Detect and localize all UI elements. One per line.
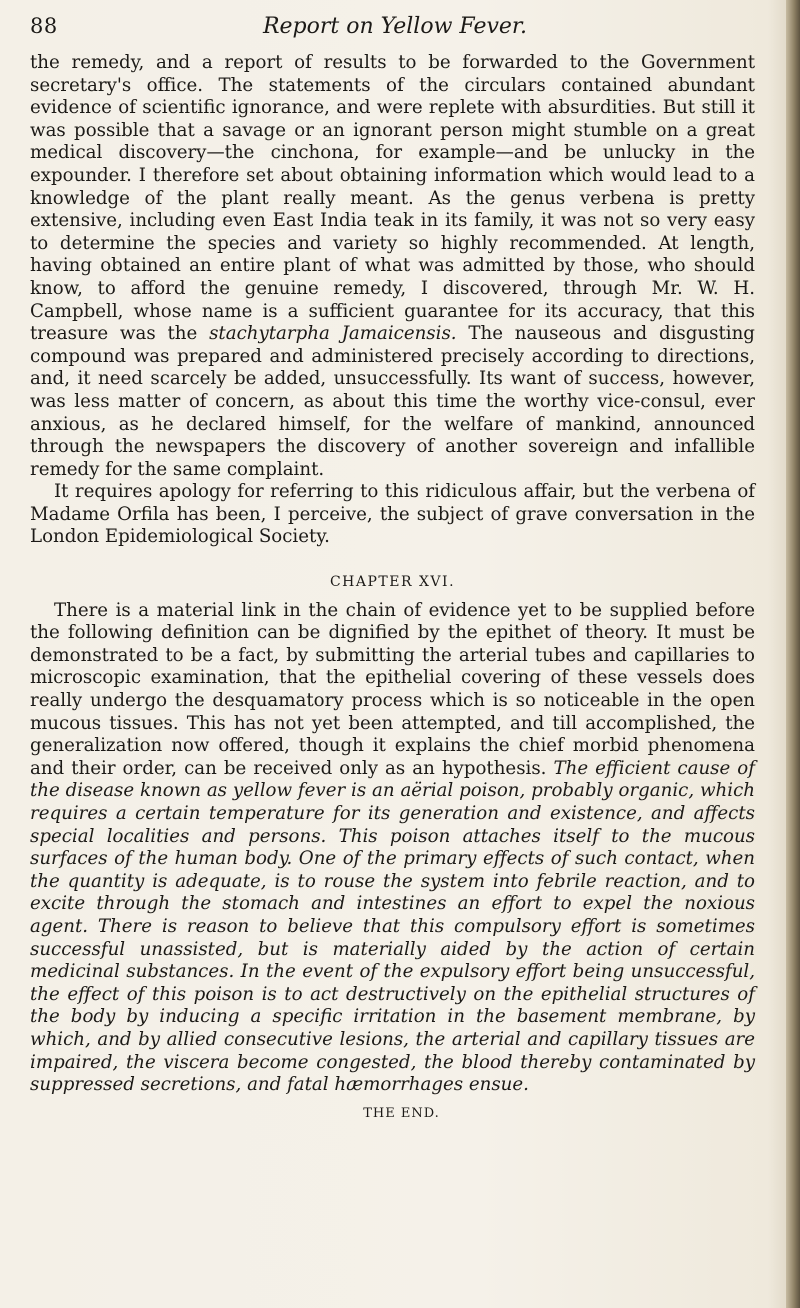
paragraph-text: the remedy, and a report of results to be forwarded to the Government secretary's office. The statements of the circulars contained abundant evidence of scientific ignorance, and were replete with absurdities. But still it was possible that a savage or an ignorant person might stumble on a great medical discovery—the cinchona, for example—and be unlucky in the expounder. I therefore set about obtaining information which would lead to a knowledge of the plant really meant. As the genus verbena is pretty extensive, including even East India teak in its family, it was not so very easy to determine the species and variety so highly recommended. At length, having obtained an entire plant of what was admitted by those, who should know, to afford the genuine remedy, I discovered, through Mr. W. H. Campbell, whose name is a sufficient guarantee for its accuracy, that this treasure was the	[30, 52, 755, 345]
paragraph	[30, 600, 755, 1097]
running-title: Report on Yellow Fever.	[262, 14, 528, 39]
chapter-heading: CHAPTER XVI.	[329, 574, 456, 591]
species-name: stachytarpha Jamaicensis.	[209, 323, 457, 345]
paragraph-text: The nauseous and disgusting compound was prepared and administered precisely according to directions, and, it need scarcely be added, unsuccessfully. Its want of success, however, was less matter of concern, as about this time the worthy vice-consul, ever anxious, as he declared himself, for the welfare of mankind, announced through the newspapers the discovery of another sovereign and infallible remedy for the same complaint.	[30, 323, 755, 480]
paragraph: It requires apology for referring to this ridiculous affair, but the verbena of Madame Orfila has been, I perceive, the subject of grave conversation in the London Epidemiological Society.	[30, 481, 755, 548]
book-spine-edge	[786, 0, 800, 1308]
paragraph-text: There is a material link in the chain of evidence yet to be supplied before the following definition can be dignified by the epithet of theory. It must be demonstrated to be a fact, by submitting the arterial tubes and capillaries to microscopic examination, that the epithelial covering of these vessels does really undergo the desquamatory process which is so noticeable in the open mucous tissues. This has not yet been attempted, and till accomplished, the generalization now offered, though it explains the chief morbid phenomena and their order, can be received only as an hypothesis.	[30, 599, 755, 779]
definition-italic: The efficient cause of the disease known as yellow fever is an aërial poison, probably organic, which requires a certain temperature for its generation and existence, and affects special localities and persons. This poison attaches itself to the mucous surfaces of the human body. One of the primary effects of such contact, when the quantity is adequate, is to rouse the system into febrile reaction, and to excite through the stomach and intestines an effort to expel the noxious agent. There is reason to believe that this compulsory effort is sometimes successful unassisted, but is materially aided by the action of certain medicinal substances. In the event of the expulsory effort being unsuccessful, the effect of this poison is to act destructively on the epithelial structures of the body by inducing a specific irritation in the basement membrane, by which, and by allied consecutive lesions, the arterial and capillary tissues are impaired, the viscera become congested, the blood thereby contaminated by suppressed secretions, and fatal hæmorrhages ensue.	[30, 757, 755, 1096]
running-head	[30, 14, 760, 44]
page-body	[30, 52, 755, 1125]
the-end: THE END.	[363, 1105, 440, 1121]
page-number: 88	[30, 14, 58, 38]
paragraph-continuation	[30, 52, 755, 481]
